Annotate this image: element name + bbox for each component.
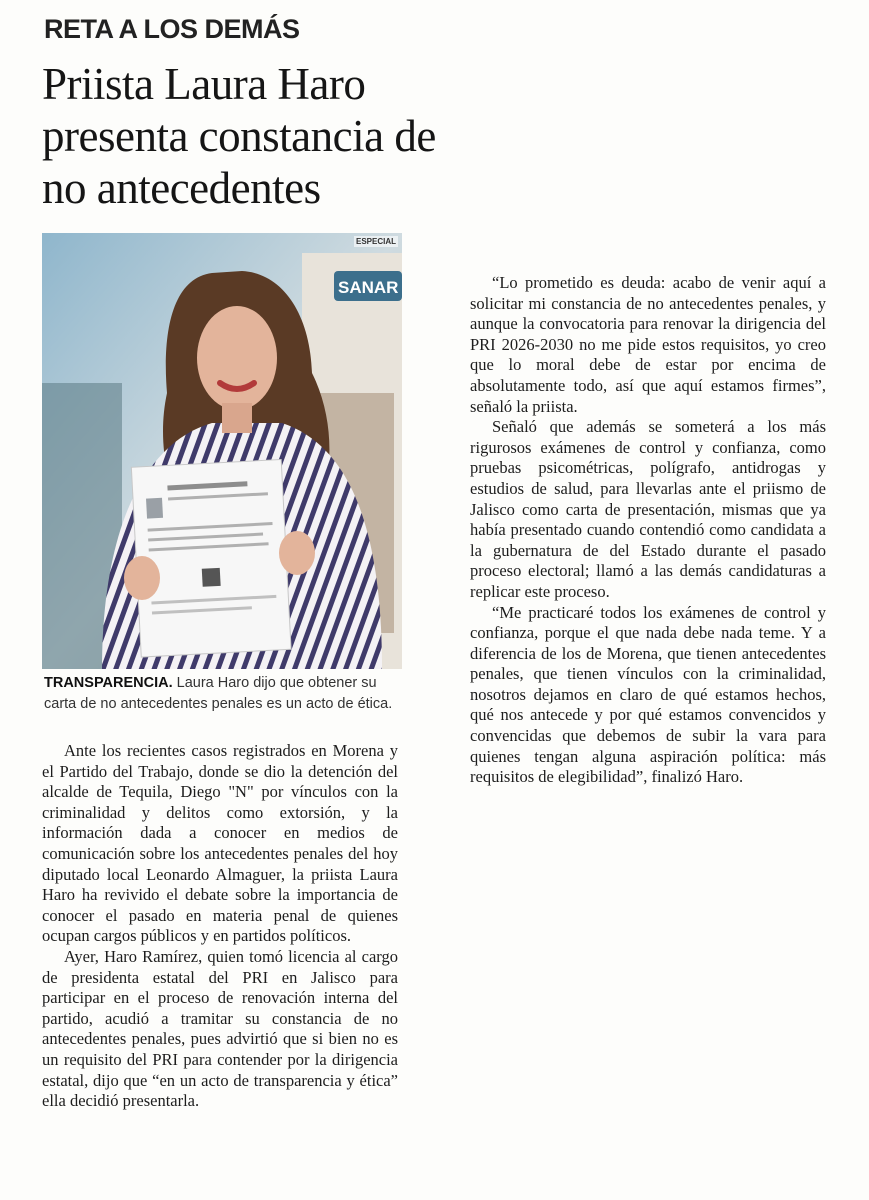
caption-text: Laura Haro dijo que obtener su carta de no antecedentes penales es un acto de ética. <box>44 675 393 712</box>
article-photo <box>42 233 402 669</box>
paragraph: “Lo prometido es deuda: acabo de venir aquí a solicitar mi constancia de no antecedentes penales, y aunque la convocatoria para renovar la dirigencia del PRI 2026-2030 no me pide estos requisitos, yo creo que lo moral debe de estar por encima de absolutamente todo, así que aquí estamos firmes”, señaló la priista. <box>470 273 826 416</box>
section-kicker: RETA A LOS DEMÁS <box>44 14 300 44</box>
photo-credit: ESPECIAL <box>355 237 396 246</box>
paragraph: Ayer, Haro Ramírez, quien tomó licencia al cargo de presidenta estatal del PRI en Jalisco para participar en el proceso de renovación interna del partido, acudió a tramitar su constancia de no antecedentes penales, pues advirtió que si bien no es un requisito del PRI para contender por la dirigencia estatal, dijo que “en un acto de transparencia y ética” ella decidió presentarla. <box>42 946 398 1111</box>
store-sign-text: SANAR <box>338 278 399 297</box>
photo-illustration <box>42 233 402 669</box>
photo-caption <box>44 673 396 715</box>
body-column-right <box>470 273 826 788</box>
body-column-left <box>42 741 398 1112</box>
caption-label: TRANSPARENCIA. <box>44 675 173 691</box>
headline: Priista Laura Haro presenta constancia de no antecedentes <box>42 59 436 213</box>
paragraph: Ante los recientes casos registrados en Morena y el Partido del Trabajo, donde se dio la detención del alcalde de Tequila, Diego "N" por vínculos con la criminalidad y delitos como extorsión, y la información dada a conocer en medios de comunicación sobre los antecedentes penales del hoy diputado local Leonardo Almaguer, la priista Laura Haro ha revivido el debate sobre la importancia de conocer el pasado en materia penal de quienes ocupan cargos públicos y en partidos políticos. <box>42 741 398 946</box>
paragraph: Señaló que además se someterá a los más rigurosos exámenes de control y confianza, como pruebas psicométricas, polígrafo, antidrogas y estudios de salud, para llevarlas ante el priismo de Jalisco como carta de presentación, mismas que ya había presentado cuando contendió como candidata a la gubernatura de del Estado durante el pasado proceso electoral; llamó a las demás candidaturas a replicar este proceso. <box>470 417 826 601</box>
paragraph: “Me practicaré todos los exámenes de control y confianza, porque el que nada debe nada teme. Y a diferencia de los de Morena, que tienen antecedentes penales, que tienen vínculos con la criminalidad, nosotros dejamos en claro de qué estamos hechos, qué nos antecede y por qué estamos convencidos y convencidas que debemos de subir la vara para quienes tengan alguna aspiración política: más requisitos de elegibilidad”, finalizó Haro. <box>470 602 826 787</box>
